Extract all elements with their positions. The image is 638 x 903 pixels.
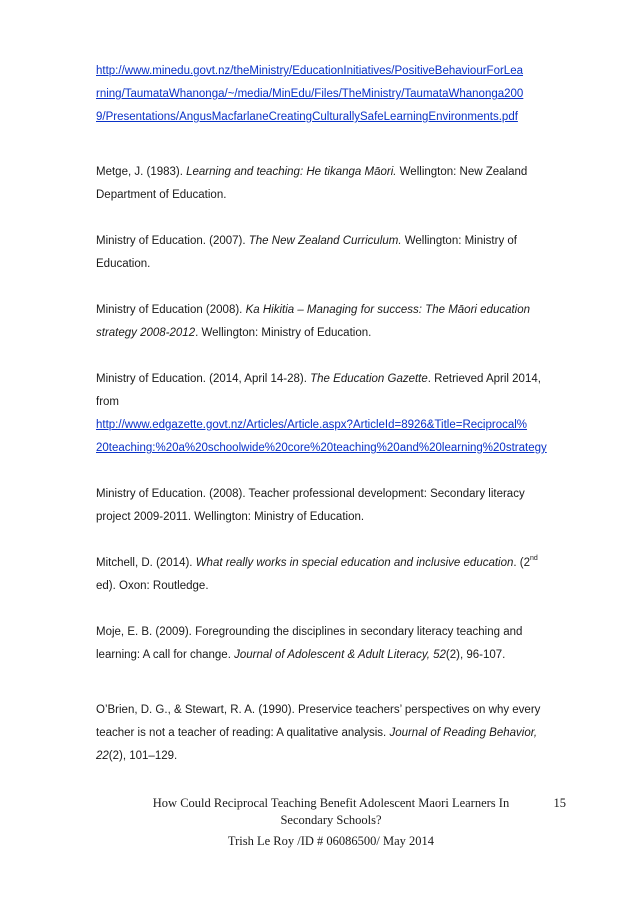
reference-link[interactable]: 9/Presentations/AngusMacfarlaneCreatingCulturallySafeLearningEnvironments.pdf bbox=[96, 111, 518, 123]
reference-link[interactable]: rning/TaumataWhanonga/~/media/MinEdu/Files/TheMinistry/TaumataWhanonga200 bbox=[96, 88, 524, 100]
footer-author: Trish Le Roy /ID # 06086500/ May 2014 bbox=[227, 834, 435, 848]
reference-moe-2008-ka-hikitia: Ministry of Education (2008). Ka Hikitia – Managing for success: The Māori education bbox=[96, 304, 531, 316]
footer-title: How Could Reciprocal Teaching Benefit Adolescent Maori Learners In bbox=[152, 796, 510, 810]
reference-url-1[interactable] bbox=[96, 60, 566, 83]
reference-mitchell: Mitchell, D. (2014). What really works in special education and inclusive education. (2nd bbox=[96, 555, 538, 569]
reference-link[interactable]: http://www.edgazette.govt.nz/Articles/Article.aspx?ArticleId=8926&Title=Reciprocal% bbox=[96, 419, 528, 431]
reference-link[interactable]: http://www.minedu.govt.nz/theMinistry/EducationInitiatives/PositiveBehaviourForLea bbox=[96, 65, 523, 77]
reference-metge: Metge, J. (1983). Learning and teaching: He tikanga Māori. Wellington: New Zealand bbox=[96, 166, 528, 178]
page-number: 15 bbox=[553, 796, 566, 810]
reference-moe-2007: Ministry of Education. (2007). The New Zealand Curriculum. Wellington: Ministry of bbox=[96, 235, 517, 247]
reference-moe-2008-literacy: Ministry of Education. (2008). Teacher professional development: Secondary literacy bbox=[96, 488, 525, 500]
page-footer bbox=[96, 795, 566, 850]
reference-list: http://www.minedu.govt.nz/theMinistry/EducationInitiatives/PositiveBehaviourForLea rning/TaumataWhanonga/~/media/MinEdu/Files/TheMinistry/TaumataWhanonga200 9/Presentations/AngusMacfarlaneCreatingCulturallySafeLearningEnvironments.pdf Metge, J. (1983). Learning and teaching: He tikanga Māori. Wellington: New Zealand Department of Education. Ministry of Education. (2007). The New Zealand Curriculum. Wellington: Ministry of Education. Ministry of Education (2008). Ka Hikitia – Managing for success: The Māori education strategy 2008-2012. Wellington: Ministry of Education. Ministry of Education. (2014, April 14-28). The Education Gazette. Retrieved April 2014, from http://www.edgazette.govt.nz/Articles/Article.aspx?ArticleId=8926&Title=Reciprocal% 20teaching:%20a%20schoolwide%20core%20teaching%20and%20learning%20strategy Ministry of Education. (2008). Teacher professional development: Secondary literacy project 2009-2011. Wellington: Ministry of Education. Mitchell, D. (2014). What really works in special education and inclusive education. (2nd ed). Oxon: Routledge. Moje, E. B. (2009). Foregrounding the disciplines in secondary literacy teaching and learning: A call for change. Journal of Adolescent & Adult Literacy, 52(2), 96-107. O’Brien, D. G., & Stewart, R. A. (1990). Preservice teachers’ perspectives on why every teacher is not a teacher of reading: A qualitative analysis. Journal of Reading Behavior, 22(2), 101–129. bbox=[96, 60, 566, 768]
reference-moje: Moje, E. B. (2009). Foregrounding the disciplines in secondary literacy teaching and bbox=[96, 626, 523, 638]
reference-link[interactable]: 20teaching:%20a%20schoolwide%20core%20teaching%20and%20learning%20strategy bbox=[96, 442, 547, 454]
reference-obrien: O’Brien, D. G., & Stewart, R. A. (1990). Preservice teachers’ perspectives on why every bbox=[96, 704, 541, 716]
footer-title-continued: Secondary Schools? bbox=[280, 813, 382, 827]
reference-moe-2014: Ministry of Education. (2014, April 14-28). The Education Gazette. Retrieved April 2014, bbox=[96, 373, 541, 385]
